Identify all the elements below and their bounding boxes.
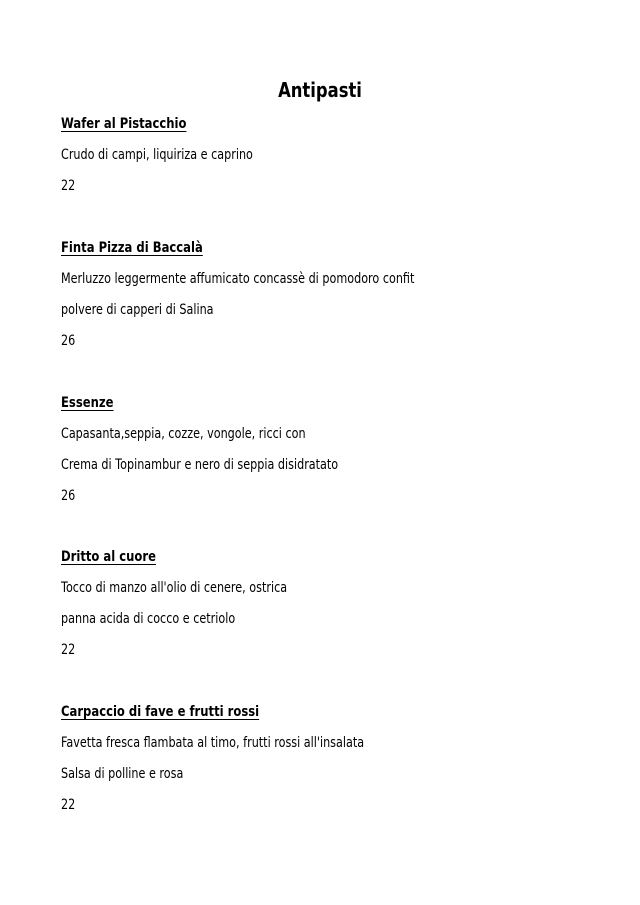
dish-description: panna acida di cocco e cetriolo [61,611,236,627]
dish-price: 26 [61,488,76,504]
dish-description: polvere di capperi di Salina [61,302,214,318]
dish-description: Salsa di polline e rosa [61,766,184,782]
dish-price: 26 [61,333,76,349]
dish-name: Essenze [61,395,114,411]
dish-description: Tocco di manzo all'olio di cenere, ostrica [61,580,288,596]
menu-title: Antipasti [278,78,362,102]
dish-name: Wafer al Pistacchio [61,116,187,132]
dish-name: Finta Pizza di Baccalà [61,240,203,256]
dish-description: Favetta fresca flambata al timo, frutti rossi all'insalata [61,735,365,751]
dish-description: Crudo di campi, liquiriza e caprino [61,147,253,163]
dish-price: 22 [61,797,76,813]
dish-description: Capasanta,seppia, cozze, vongole, ricci con [61,426,306,442]
dish-name: Dritto al cuore [61,549,156,565]
dish-name: Carpaccio di fave e frutti rossi [61,704,260,720]
dish-description: Crema di Topinambur e nero di seppia disidratato [61,457,339,473]
dish-description: Merluzzo leggermente affumicato concassè di pomodoro confit [61,271,415,287]
dish-price: 22 [61,642,76,658]
dish-price: 22 [61,178,76,194]
